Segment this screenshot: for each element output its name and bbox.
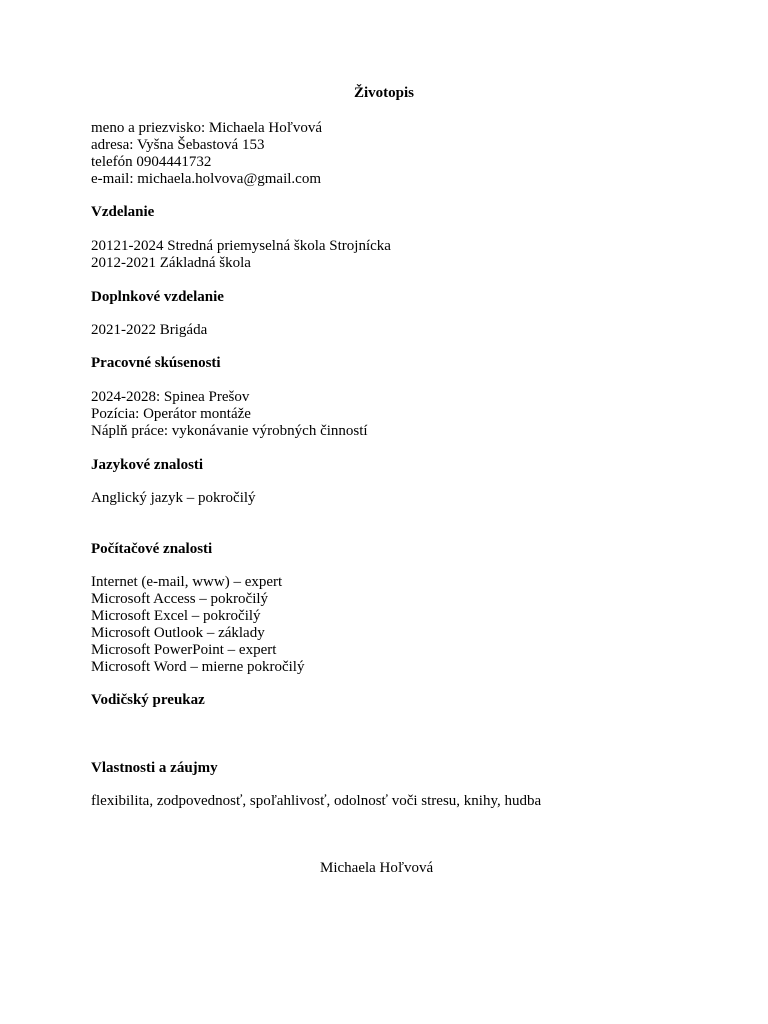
languages-list	[91, 490, 731, 507]
section-heading: Vzdelanie	[91, 204, 155, 220]
section-heading: Pracovné skúsenosti	[91, 355, 221, 371]
personal-info	[91, 120, 731, 188]
list-item: Microsoft PowerPoint – expert	[91, 642, 277, 658]
traits-section	[91, 760, 731, 777]
section-heading: Jazykové znalosti	[91, 457, 204, 473]
list-item: Internet (e-mail, www) – expert	[91, 574, 283, 590]
list-item: Pozícia: Operátor montáže	[91, 406, 251, 422]
traits-list	[91, 793, 731, 810]
section-heading: Počítačové znalosti	[91, 541, 213, 557]
list-item: 20121-2024 Stredná priemyselná škola Strojnícka	[91, 238, 391, 254]
list-item: Microsoft Outlook – základy	[91, 625, 265, 641]
list-item: Anglický jazyk – pokročilý	[91, 490, 256, 506]
email-line: e-mail: michaela.holvova@gmail.com	[91, 171, 321, 187]
address-line: adresa: Vyšna Šebastová 153	[91, 137, 265, 153]
list-item: Náplň práce: vykonávanie výrobných činností	[91, 423, 368, 439]
driving-section	[91, 692, 731, 709]
extra-education-section	[91, 289, 731, 306]
work-list	[91, 389, 731, 440]
work-section	[91, 355, 731, 372]
signature: Michaela Hoľvová	[320, 860, 434, 876]
phone-line: telefón 0904441732	[91, 154, 212, 170]
list-item: Microsoft Word – mierne pokročilý	[91, 659, 305, 675]
list-item: 2021-2022 Brigáda	[91, 322, 208, 338]
list-item: Microsoft Access – pokročilý	[91, 591, 269, 607]
section-heading: Vlastnosti a záujmy	[91, 760, 218, 776]
computer-section	[91, 541, 731, 558]
list-item: Microsoft Excel – pokročilý	[91, 608, 261, 624]
section-heading: Doplnkové vzdelanie	[91, 289, 224, 305]
languages-section	[91, 457, 731, 474]
education-section	[91, 204, 731, 221]
list-item: 2012-2021 Základná škola	[91, 255, 251, 271]
list-item: flexibilita, zodpovednosť, spoľahlivosť, odolnosť voči stresu, knihy, hudba	[91, 793, 542, 809]
education-list	[91, 238, 731, 272]
list-item: 2024-2028: Spinea Prešov	[91, 389, 250, 405]
document-title: Životopis	[353, 85, 414, 101]
extra-education-list	[91, 322, 731, 339]
section-heading: Vodičský preukaz	[91, 692, 205, 708]
name-line: meno a priezvisko: Michaela Hoľvová	[91, 120, 323, 136]
computer-list	[91, 574, 731, 676]
